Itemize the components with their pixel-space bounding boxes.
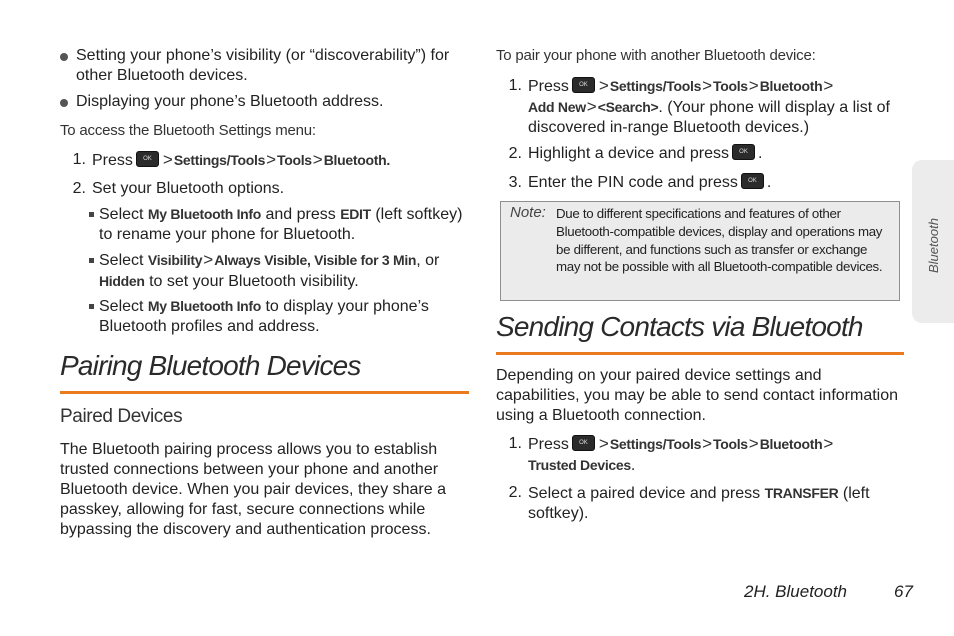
path-separator: > [823,434,834,453]
softkey-transfer: TRANSFER [764,485,839,501]
text: (left softkey). [528,485,870,522]
press-label: Press [528,78,569,95]
path-separator: > [598,434,609,453]
ok-key-icon [741,173,764,189]
text: to display your phone’s Bluetooth profiles and address. [99,298,429,335]
step-send-1 [496,434,906,476]
step-body [496,173,906,193]
option-hidden: Hidden [99,273,145,289]
text: Select a paired device and press [528,485,765,502]
ok-key-icon [732,144,755,160]
text: Enter the PIN code and press [528,174,738,191]
menu-path-tools: Tools [713,436,748,452]
option-visibility: Visibility [147,252,203,268]
text: . [758,145,763,162]
menu-path-trusted-devices: Trusted Devices [528,457,631,473]
path-separator: > [598,76,609,95]
step-end-punct: . [386,152,390,168]
text: Select [99,206,148,223]
step-number: 2. [508,484,522,501]
menu-path-bluetooth: Bluetooth [759,78,823,94]
step-body [496,144,906,164]
note-text: Due to different specifications and features of other Bluetooth-compatible devices, display and operations may be different, and functions such as transfer or exchange may not be possible with all Bluetooth-compatible devices. [556,206,883,275]
press-label: Press [528,436,569,453]
step-pair-1 [496,76,906,138]
section-title-sending: Sending Contacts via Bluetooth [496,311,863,342]
sub-visibility [89,250,469,292]
path-separator: > [748,434,759,453]
bullet-dot [60,53,68,61]
sub-display-info [89,296,469,337]
text: . [766,174,772,191]
chapter-side-tab-label: Bluetooth [926,218,941,273]
menu-path-search: <Search> [597,99,659,115]
bullet-dot [60,99,68,107]
path-separator: > [748,76,759,95]
text: and press [261,206,341,223]
path-separator: > [266,150,276,169]
sub-body [89,250,469,292]
step-body [496,434,906,476]
step-body [496,483,906,524]
step-number: 1. [508,435,522,452]
step-number: 3. [508,174,522,191]
note-label: Note: [510,204,546,221]
step-body [496,76,906,138]
menu-path-settings-tools: Settings/Tools [173,152,266,168]
text: Select [99,298,148,315]
sub-body [89,296,469,337]
access-settings-lead: To access the Bluetooth Settings menu: [60,122,316,139]
step-pair-2 [496,144,906,164]
section-rule-sending [496,352,904,355]
path-separator: > [312,150,323,169]
sub-bullet-square [89,258,94,263]
step-number: 1. [72,151,86,168]
option-visibility-values: Always Visible, Visible for 3 Min [214,252,417,268]
paragraph-sending: Depending on your paired device settings and capabilities, you may be able to send contact information using a Bluetooth connection. [496,367,899,424]
softkey-edit: EDIT [340,206,371,222]
press-label: Press [92,152,133,169]
step-body [60,150,470,171]
path-separator: > [823,76,834,95]
option-my-bluetooth-info: My Bluetooth Info [147,206,262,222]
menu-path-tools: Tools [713,78,748,94]
step-number: 2. [508,145,522,162]
text: (left softkey) to rename your phone for Bluetooth. [99,206,463,243]
ok-key-icon [572,77,595,93]
menu-path-add-new: Add New [528,99,586,115]
footer-chapter: 2H. Bluetooth [744,582,848,601]
pair-device-lead: To pair your phone with another Bluetooth device: [496,47,816,64]
bullet-text: Displaying your phone’s Bluetooth address. [76,93,384,110]
chapter-side-tab [912,160,954,323]
step-send-2 [496,483,906,524]
sub-bullet-square [89,212,94,217]
bullet-visibility [60,46,470,86]
ok-key-icon [572,435,595,451]
menu-path-bluetooth: Bluetooth [759,436,823,452]
option-my-bluetooth-info: My Bluetooth Info [147,298,262,314]
bullet-text: Setting your phone’s visibility (or “discoverability”) for other Bluetooth devices. [76,47,450,84]
text: . [630,457,636,474]
sub-rename [89,204,469,245]
path-separator: > [203,250,214,269]
step-access-2 [60,179,470,199]
text: Select [99,252,148,269]
ok-key-icon [136,151,159,167]
section-title-pairing: Pairing Bluetooth Devices [60,350,361,381]
footer-page-number: 67 [894,582,913,601]
path-separator: > [702,434,712,453]
menu-path-settings-tools: Settings/Tools [609,78,702,94]
text: Highlight a device and press [528,145,730,162]
step-pair-3 [496,173,906,193]
step-number: 2. [72,180,86,197]
subsection-title-paired-devices: Paired Devices [60,406,183,427]
note-box [500,201,900,301]
step-body: Set your Bluetooth options. [92,180,285,197]
step-access-1 [60,150,470,171]
text: to set your Bluetooth visibility. [144,273,359,290]
menu-path-tools: Tools [277,152,312,168]
path-separator: > [702,76,712,95]
menu-path-bluetooth: Bluetooth [323,152,387,168]
bullet-address [60,92,470,112]
path-separator: > [586,97,597,116]
text: , or [416,252,440,269]
sub-body [89,204,469,245]
path-separator: > [162,150,173,169]
text: . (Your phone will display a list of discovered in-range Bluetooth devices.) [528,99,890,136]
section-rule-pairing [60,391,469,394]
step-number: 1. [508,77,522,94]
menu-path-settings-tools: Settings/Tools [609,436,702,452]
paragraph-pairing: The Bluetooth pairing process allows you to establish trusted connections between your phone and another Bluetooth device. When you pair devices, they share a passkey, allowing for fast, secure connections while bypassing the discovery and authentication process. [60,441,446,538]
sub-bullet-square [89,304,94,309]
